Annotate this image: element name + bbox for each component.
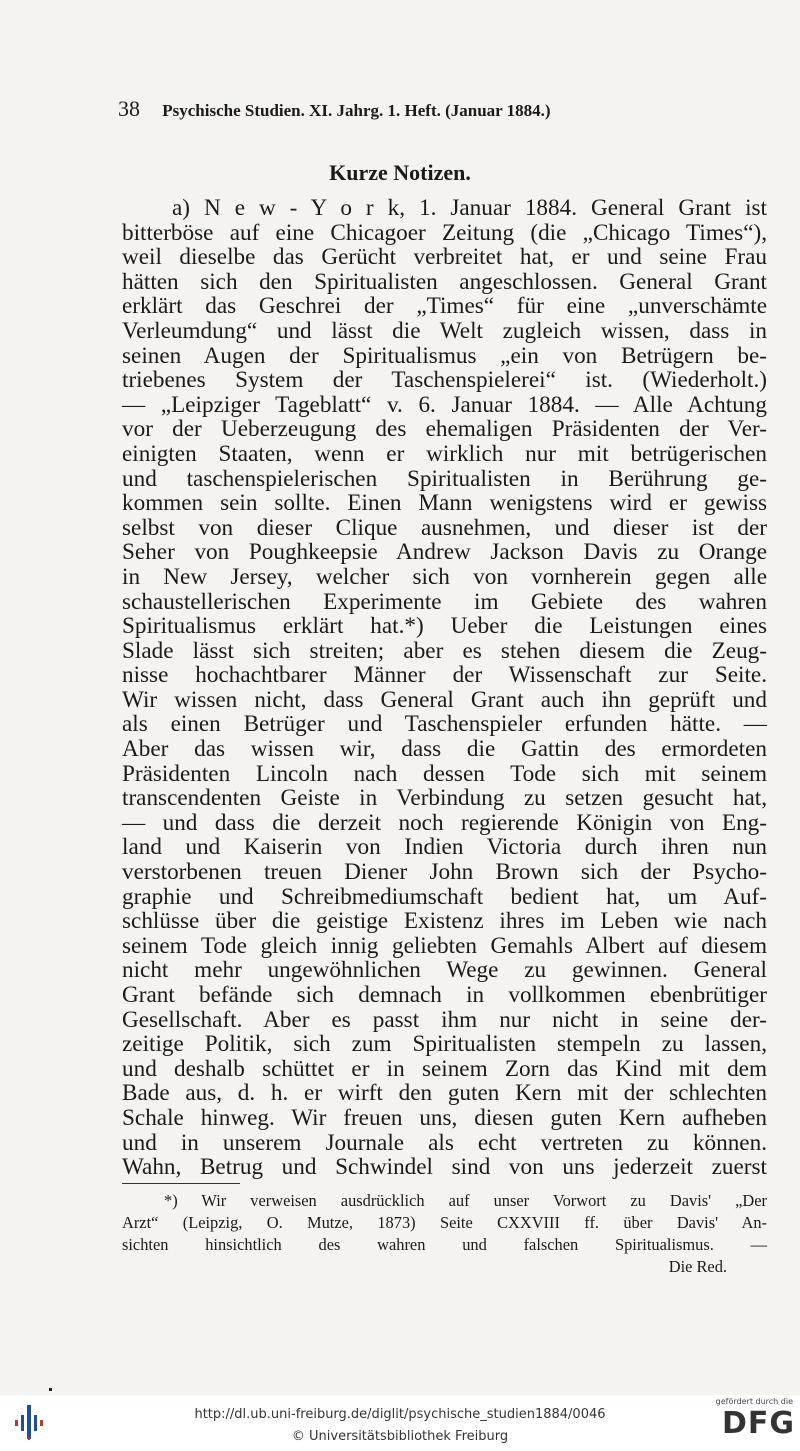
body-line: — „Leipziger Tageblatt“ v. 6. Januar 1884. — Alle Achtung bbox=[122, 391, 767, 418]
sponsor-text: gefördert durch die bbox=[715, 1397, 793, 1406]
body-line: nicht mehr ungewöhnlichen Wege zu gewinnen. General bbox=[122, 957, 767, 984]
source-url-link[interactable]: http://dl.ub.uni-freiburg.de/diglit/psychische_studien1884/0046 bbox=[194, 1407, 606, 1422]
running-title: Psychische Studien. XI. Jahrg. 1. Heft. (Januar 1884.) bbox=[162, 101, 551, 120]
body-line: und deshalb schüttet er in seinem Zorn das Kind mit dem bbox=[122, 1055, 767, 1082]
body-line: und in unserem Journale als echt vertreten zu können. bbox=[122, 1129, 767, 1156]
body-line: schaustellerischen Experimente im Gebiete des wahren bbox=[122, 588, 767, 615]
body-line: Verleumdung“ und lässt die Welt zugleich wissen, dass in bbox=[122, 317, 767, 344]
body-line: erklärt das Geschrei der „Times“ für eine „unverschämte bbox=[122, 293, 767, 320]
body-line: einigten Staaten, wenn er wirklich nur mit betrügerischen bbox=[122, 440, 767, 467]
running-header bbox=[118, 96, 718, 122]
body-line: Wahn, Betrug und Schwindel sind von uns jederzeit zuerst bbox=[122, 1154, 767, 1181]
body-line: Grant befände sich demnach in vollkommen ebenbrütiger bbox=[122, 982, 767, 1008]
page-number: 38 bbox=[118, 96, 140, 121]
body-line: hätten sich den Spiritualisten angeschlossen. General Grant bbox=[122, 268, 767, 295]
body-line: weil dieselbe das Gerücht verbreitet hat, er und seine Frau bbox=[122, 244, 767, 271]
body-line: verstorbenen treuen Diener John Brown sich der Psycho- bbox=[122, 859, 767, 886]
article-body bbox=[122, 196, 767, 1180]
dfg-logo bbox=[700, 1397, 795, 1447]
body-line: nisse hochachtbarer Männer der Wissenschaft zur Seite. bbox=[122, 662, 767, 689]
dfg-logo-text: DFG bbox=[721, 1406, 795, 1441]
body-line: Slade lässt sich streiten; aber es stehen diesem die Zeug- bbox=[122, 637, 767, 664]
body-line: seinen Augen der Spiritualismus „ein von Betrügern be- bbox=[122, 342, 767, 369]
section-title: Kurze Notizen. bbox=[329, 160, 471, 185]
body-line: Seher von Poughkeepsie Andrew Jackson Davis zu Orange bbox=[122, 539, 767, 566]
footnote-line: sichten hinsichtlich des wahren und falschen Spiritualismus. — bbox=[122, 1235, 767, 1254]
body-line: und taschenspielerischen Spiritualisten in Berührung ge- bbox=[122, 465, 767, 492]
body-line: schlüsse über die geistige Existenz ihres im Leben wie nach bbox=[122, 908, 767, 935]
footnote bbox=[122, 1190, 767, 1278]
body-line: Präsidenten Lincoln nach dessen Tode sich mit seinem bbox=[122, 760, 767, 787]
body-line: Wir wissen nicht, dass General Grant auch ihn geprüft und bbox=[122, 686, 767, 713]
footnote-line: *) Wir verweisen ausdrücklich auf unser Vorwort zu Davis' „Der bbox=[164, 1191, 767, 1210]
body-line: Bade aus, d. h. er wirft den guten Kern mit der schlechten bbox=[122, 1080, 767, 1107]
footnote-signature: Die Red. bbox=[668, 1257, 727, 1276]
body-line: transcendenten Geiste in Verbindung zu setzen gesucht hat, bbox=[122, 785, 767, 812]
scan-speck bbox=[49, 1388, 52, 1391]
body-line: land und Kaiserin von Indien Victoria durch ihren nun bbox=[122, 834, 767, 861]
body-line: in New Jersey, welcher sich von vornherein gegen alle bbox=[122, 563, 767, 590]
body-line: bitterböse auf eine Chicagoer Zeitung (die „Chicago Times“), bbox=[122, 219, 767, 246]
body-line: Spiritualismus erklärt hat.*) Ueber die Leistungen eines bbox=[122, 613, 767, 640]
body-line: Schale hinweg. Wir freuen uns, diesen guten Kern aufheben bbox=[122, 1104, 767, 1131]
footnote-line: Arzt“ (Leipzig, O. Mutze, 1873) Seite CXXVIII ff. über Davis' An- bbox=[122, 1213, 767, 1232]
body-line: — und dass die derzeit noch regierende Königin von Eng- bbox=[122, 809, 767, 836]
body-line: vor der Ueberzeugung des ehemaligen Präsidenten der Ver- bbox=[122, 416, 767, 443]
body-line: zeitige Politik, sich zum Spiritualisten stempeln zu lassen, bbox=[122, 1031, 767, 1058]
body-line: als einen Betrüger und Taschenspieler erfunden hätte. — bbox=[122, 711, 767, 738]
body-line: Aber das wissen wir, dass die Gattin des ermordeten bbox=[122, 736, 767, 763]
body-line: kommen sein sollte. Einen Mann wenigstens wird er gewiss bbox=[122, 490, 767, 517]
copyright-text: © Universitätsbibliothek Freiburg bbox=[291, 1429, 509, 1444]
body-line: a) N e w - Y o r k, 1. Januar 1884. General Grant ist bbox=[172, 195, 767, 221]
body-line: graphie und Schreibmediumschaft bedient hat, um Auf- bbox=[122, 883, 767, 910]
body-line: Gesellschaft. Aber es passt ihm nur nicht in seine der- bbox=[122, 1006, 767, 1033]
body-line: selbst von dieser Clique ausnehmen, und dieser ist der bbox=[122, 514, 767, 541]
viewer-footer bbox=[0, 1395, 800, 1451]
footnote-rule bbox=[122, 1183, 240, 1184]
body-line: seinem Tode gleich innig geliebten Gemahls Albert auf diesem bbox=[122, 932, 767, 959]
body-line: triebenes System der Taschenspielerei“ ist. (Wiederholt.) bbox=[122, 367, 767, 394]
